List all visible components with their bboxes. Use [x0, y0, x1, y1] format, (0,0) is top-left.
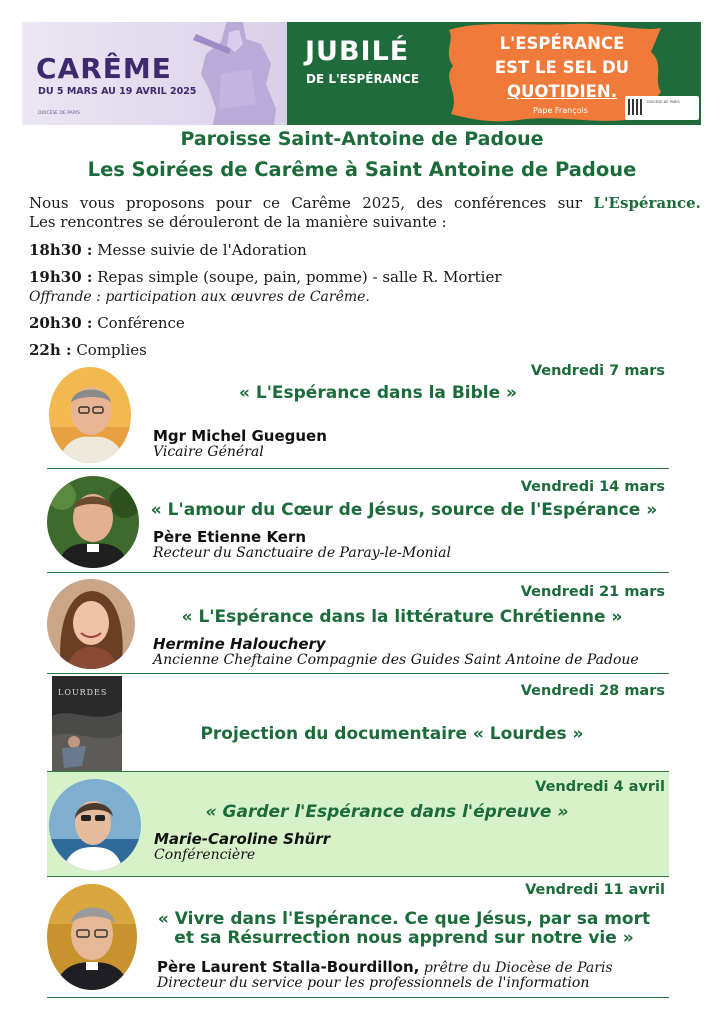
event-title: « L'Espérance dans la Bible » [238, 383, 518, 403]
speaker-photo [49, 779, 141, 871]
qr-code-icon [628, 99, 644, 115]
event-date: Vendredi 4 avril [535, 779, 665, 795]
speaker-line [157, 958, 613, 976]
event-date: Vendredi 28 mars [520, 683, 665, 699]
event-card [47, 470, 669, 573]
speaker-role: Recteur du Sanctuaire de Paray-le-Monial [153, 545, 451, 561]
schedule-item: 22h : Complies [29, 341, 147, 359]
schedule-item: 18h30 : Messe suivie de l'Adoration [29, 241, 307, 259]
quote-author: Pape François [533, 106, 588, 115]
speaker-role: Vicaire Général [153, 444, 264, 460]
speaker-name: Hermine Halouchery [153, 635, 326, 653]
speaker-name: Marie-Caroline Shürr [154, 830, 331, 848]
schedule-item: 19h30 : Repas simple (soupe, pain, pomme) - salle R. Mortier Offrande : participation aux œuvres de Carême. [29, 268, 502, 305]
event-title: « L'amour du Cœur de Jésus, source de l'Espérance » [150, 500, 658, 520]
documentary-poster [52, 676, 122, 771]
speaker-affiliation: prêtre du Diocèse de Paris [423, 960, 613, 976]
jubile-panel [287, 22, 701, 125]
event-date: Vendredi 21 mars [520, 584, 665, 600]
speaker-photo [47, 579, 135, 669]
jubile-title: JUBILÉ [305, 36, 410, 67]
speaker-role: Conférencière [154, 847, 256, 863]
theme-highlight: L'Espérance. [593, 194, 701, 212]
speaker-role: Directeur du service pour les professionnels de l'information [157, 975, 590, 991]
speaker-photo [47, 884, 137, 990]
event-title: « L'Espérance dans la littérature Chrétienne » [181, 607, 623, 627]
event-date: Vendredi 7 mars [530, 363, 665, 379]
speaker-name: Père Etienne Kern [153, 528, 307, 546]
event-card [47, 574, 669, 674]
event-card [47, 360, 669, 469]
event-card [47, 675, 669, 771]
jubile-subtitle: DE L'ESPÉRANCE [306, 72, 420, 86]
statue-illustration [191, 22, 281, 125]
careme-title: CARÊME [36, 52, 172, 85]
speaker-name: Mgr Michel Gueguen [153, 427, 327, 445]
event-title: « Garder l'Espérance dans l'épreuve » [205, 802, 569, 822]
event-date: Vendredi 11 avril [525, 882, 665, 898]
speaker-photo [47, 476, 139, 568]
speaker-name: Père Laurent Stalla-Bourdillon, [157, 958, 420, 976]
speaker-photo [49, 367, 131, 463]
careme-diocese: DIOCÈSE DE PARIS [38, 111, 81, 116]
event-card-highlighted [47, 771, 669, 877]
schedule-item: 20h30 : Conférence [29, 314, 185, 332]
top-banner [22, 22, 701, 125]
careme-dates: DU 5 MARS AU 19 AVRIL 2025 [38, 86, 197, 97]
jubile-quote: L'ESPÉRANCE EST LE SEL DU QUOTIDIEN. [494, 34, 630, 101]
page-title: Les Soirées de Carême à Saint Antoine de Padoue [87, 158, 637, 181]
event-title: « Vivre dans l'Espérance. Ce que Jésus, par sa mort et sa Résurrection nous apprend sur notre vie » [157, 909, 651, 948]
poster-title: LOURDES [58, 688, 108, 697]
event-card [47, 878, 669, 998]
event-date: Vendredi 14 mars [520, 479, 665, 495]
careme-panel [22, 22, 287, 125]
diocese-logo: DIOCÈSE DE PARIS [625, 96, 699, 120]
parish-name: Paroisse Saint-Antoine de Padoue [180, 128, 544, 150]
intro-paragraph: Nous vous proposons pour ce Carême 2025, des conférences sur L'Espérance. Les rencontres se dérouleront de la manière suivante : [29, 194, 701, 231]
speaker-role: Ancienne Cheftaine Compagnie des Guides Saint Antoine de Padoue [153, 652, 639, 668]
event-title: Projection du documentaire « Lourdes » [200, 724, 584, 744]
